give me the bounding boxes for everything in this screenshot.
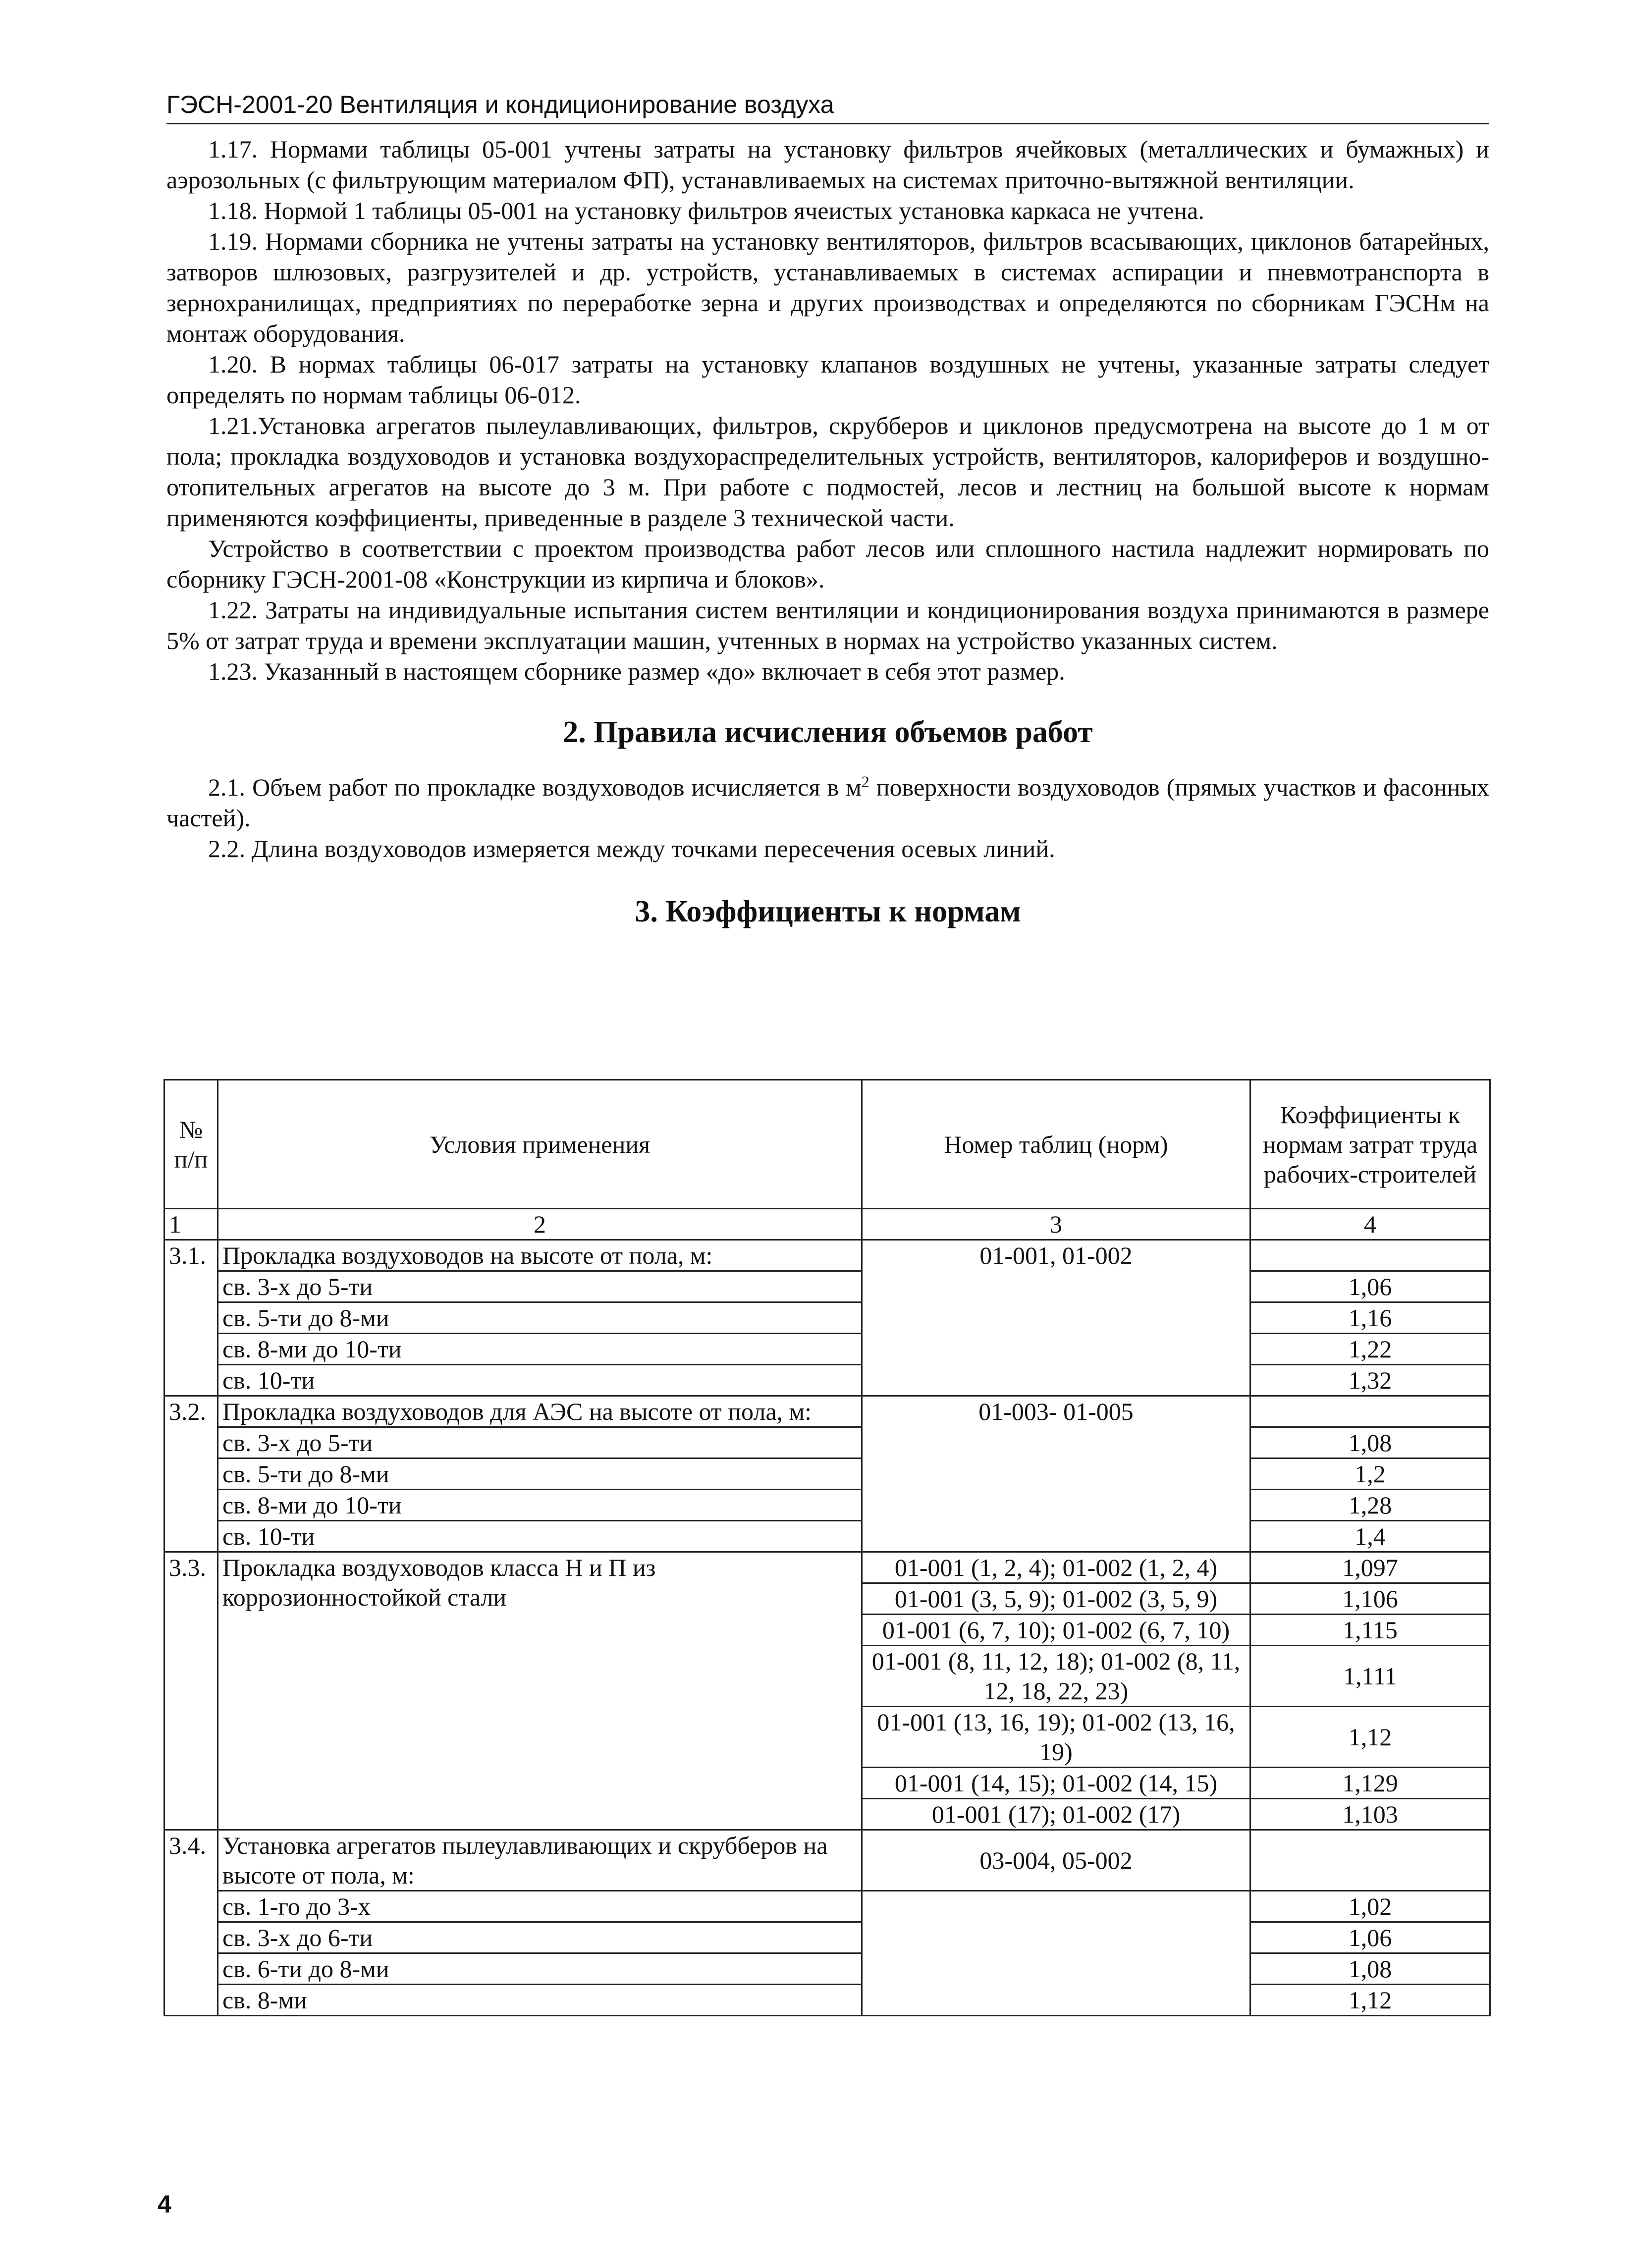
row-coef: 1,08 xyxy=(1250,1953,1490,1985)
paragraph-2-1-text-end: поверхности воздуховодов (прямых участков и фасонных частей). xyxy=(166,773,1489,832)
colnum-3: 3 xyxy=(862,1209,1250,1240)
row-condition: св. 5-ти до 8-ми xyxy=(218,1458,862,1490)
row-condition: св. 6-ти до 8-ми xyxy=(218,1953,862,1985)
row-title: Установка агрегатов пылеулавливающих и скрубберов на высоте от пола, м: xyxy=(218,1830,862,1891)
paragraph-2-1-text: 2.1. Объем работ по прокладке воздуховодов исчисляется в м xyxy=(208,773,862,801)
row-coef: 1,16 xyxy=(1250,1302,1490,1334)
row-tables: 01-003- 01-005 xyxy=(862,1396,1250,1552)
row-condition: св. 3-х до 6-ти xyxy=(218,1922,862,1953)
table-row xyxy=(164,1953,1490,1985)
row-condition: св. 3-х до 5-ти xyxy=(218,1427,862,1458)
row-tables: 01-001 (3, 5, 9); 01-002 (3, 5, 9) xyxy=(862,1583,1250,1615)
row-coef-empty xyxy=(1250,1396,1490,1427)
header-conditions: Условия применения xyxy=(218,1080,862,1209)
row-coef: 1,02 xyxy=(1250,1891,1490,1922)
row-coef: 1,22 xyxy=(1250,1334,1490,1365)
header-coefficients: Коэффициенты к нормам затрат труда рабочих-строителей xyxy=(1250,1080,1490,1209)
table-row xyxy=(164,1302,1490,1334)
table-row xyxy=(164,1830,1490,1891)
row-tables: 01-001 (6, 7, 10); 01-002 (6, 7, 10) xyxy=(862,1615,1250,1646)
row-condition: св. 8-ми до 10-ти xyxy=(218,1490,862,1521)
row-condition: св. 10-ти xyxy=(218,1521,862,1552)
row-condition: св. 3-х до 5-ти xyxy=(218,1271,862,1302)
header-tables: Номер таблиц (норм) xyxy=(862,1080,1250,1209)
paragraph-2-2: 2.2. Длина воздуховодов измеряется между точками пересечения осевых линий. xyxy=(208,835,1055,863)
row-coef: 1,115 xyxy=(1250,1615,1490,1646)
row-coef: 1,06 xyxy=(1250,1922,1490,1953)
row-num: 3.1. xyxy=(164,1240,218,1396)
table-header-row xyxy=(164,1080,1490,1209)
row-num: 3.3. xyxy=(164,1552,218,1830)
paragraph-1-22: 1.22. Затраты на индивидуальные испытания систем вентиляции и кондиционирования воздуха принимаются в размере 5% от затрат труда и времени эксплуатации машин, учтенных в нормах на устройство указанных систем. xyxy=(166,596,1489,654)
row-title: Прокладка воздуховодов класса Н и П из коррозионностойкой стали xyxy=(218,1552,862,1830)
row-tables: 01-001 (13, 16, 19); 01-002 (13, 16, 19) xyxy=(862,1707,1250,1768)
table-row xyxy=(164,1396,1490,1427)
row-title: Прокладка воздуховодов для АЭС на высоте от пола, м: xyxy=(218,1396,862,1427)
row-coef: 1,097 xyxy=(1250,1552,1490,1583)
table-row xyxy=(164,1334,1490,1365)
table-row xyxy=(164,1985,1490,2016)
row-coef: 1,06 xyxy=(1250,1271,1490,1302)
row-coef: 1,2 xyxy=(1250,1458,1490,1490)
paragraph-1-18: 1.18. Нормой 1 таблицы 05-001 на установку фильтров ячеистых установка каркаса не учтена. xyxy=(208,197,1204,224)
section-2-title: 2. Правила исчисления объемов работ xyxy=(563,715,1093,749)
row-coef: 1,103 xyxy=(1250,1799,1490,1830)
row-coef-empty xyxy=(1250,1830,1490,1891)
running-header: ГЭСН-2001-20 Вентиляция и кондиционирование воздуха xyxy=(166,91,834,118)
paragraph-1-17: 1.17. Нормами таблицы 05-001 учтены затраты на установку фильтров ячейковых (металлических и бумажных) и аэрозольных (с фильтрующим материалом ФП), устанавливаемых на системах приточно-вытяжной вентиляции. xyxy=(166,135,1489,194)
row-coef: 1,12 xyxy=(1250,1707,1490,1768)
table-row xyxy=(164,1552,1490,1583)
row-condition: св. 8-ми xyxy=(218,1985,862,2016)
row-tables: 01-001, 01-002 xyxy=(862,1240,1250,1396)
row-condition: св. 10-ти xyxy=(218,1365,862,1396)
table-row xyxy=(164,1365,1490,1396)
paragraph-1-19: 1.19. Нормами сборника не учтены затраты на установку вентиляторов, фильтров всасывающих, циклонов батарейных, затворов шлюзовых, разгрузителей и др. устройств, устанавливаемых в системах аспирации и пневмотранспорта в зернохранилищах, предприятиях по переработке зерна и других производствах и определяются по сборникам ГЭСНм на монтаж оборудования. xyxy=(166,227,1489,347)
table-row xyxy=(164,1458,1490,1490)
row-tables: 01-001 (17); 01-002 (17) xyxy=(862,1799,1250,1830)
row-tables: 01-001 (8, 11, 12, 18); 01-002 (8, 11, 12, 18, 22, 23) xyxy=(862,1646,1250,1707)
section-3-title: 3. Коэффициенты к нормам xyxy=(635,895,1021,928)
column-number-row xyxy=(164,1209,1490,1240)
colnum-1: 1 xyxy=(164,1209,218,1240)
row-coef: 1,08 xyxy=(1250,1427,1490,1458)
row-condition: св. 1-го до 3-х xyxy=(218,1891,862,1922)
header-rule xyxy=(166,123,1489,124)
row-num: 3.2. xyxy=(164,1396,218,1552)
table-row xyxy=(164,1427,1490,1458)
table-row xyxy=(164,1521,1490,1552)
colnum-2: 2 xyxy=(218,1209,862,1240)
row-condition: св. 8-ми до 10-ти xyxy=(218,1334,862,1365)
table-row xyxy=(164,1271,1490,1302)
header-num: № п/п xyxy=(164,1080,218,1209)
page-number: 4 xyxy=(158,2190,171,2218)
row-num: 3.4. xyxy=(164,1830,218,2016)
coefficients-table xyxy=(163,1079,1491,2016)
paragraph-1-23: 1.23. Указанный в настоящем сборнике размер «до» включает в себя этот размер. xyxy=(208,657,1065,685)
table-row xyxy=(164,1490,1490,1521)
row-coef: 1,28 xyxy=(1250,1490,1490,1521)
paragraph-1-21: 1.21.Установка агрегатов пылеулавливающих, фильтров, скрубберов и циклонов предусмотрена на высоте до 1 м от пола; прокладка воздуховодов и установка воздухораспределительных устройств, вентиляторов, калориферов и воздушно-отопительных агрегатов на высоте до 3 м. При работе с подмостей, лесов и лестниц на большой высоте к нормам применяются коэффициенты, приведенные в разделе 3 технической части. xyxy=(166,412,1489,532)
row-tables: 01-001 (1, 2, 4); 01-002 (1, 2, 4) xyxy=(862,1552,1250,1583)
row-coef: 1,4 xyxy=(1250,1521,1490,1552)
body-text xyxy=(166,134,1489,931)
row-tables-empty xyxy=(862,1891,1250,2016)
colnum-4: 4 xyxy=(1250,1209,1490,1240)
row-tables: 03-004, 05-002 xyxy=(862,1830,1250,1891)
paragraph-scaffolding: Устройство в соответствии с проектом производства работ лесов или сплошного настила надлежит нормировать по сборнику ГЭСН-2001-08 «Конструкции из кирпича и блоков». xyxy=(166,535,1489,593)
table-row xyxy=(164,1922,1490,1953)
row-title: Прокладка воздуховодов на высоте от пола, м: xyxy=(218,1240,862,1271)
table-row xyxy=(164,1891,1490,1922)
row-condition: св. 5-ти до 8-ми xyxy=(218,1302,862,1334)
row-coef: 1,106 xyxy=(1250,1583,1490,1615)
superscript-2: 2 xyxy=(861,772,869,791)
row-coef: 1,12 xyxy=(1250,1985,1490,2016)
table-row xyxy=(164,1240,1490,1271)
paragraph-1-20: 1.20. В нормах таблицы 06-017 затраты на установку клапанов воздушных не учтены, указанные затраты следует определять по нормам таблицы 06-012. xyxy=(166,350,1489,409)
paragraph-2-1 xyxy=(166,772,1489,833)
row-coef: 1,32 xyxy=(1250,1365,1490,1396)
row-coef-empty xyxy=(1250,1240,1490,1271)
row-coef: 1,111 xyxy=(1250,1646,1490,1707)
row-tables: 01-001 (14, 15); 01-002 (14, 15) xyxy=(862,1768,1250,1799)
row-coef: 1,129 xyxy=(1250,1768,1490,1799)
